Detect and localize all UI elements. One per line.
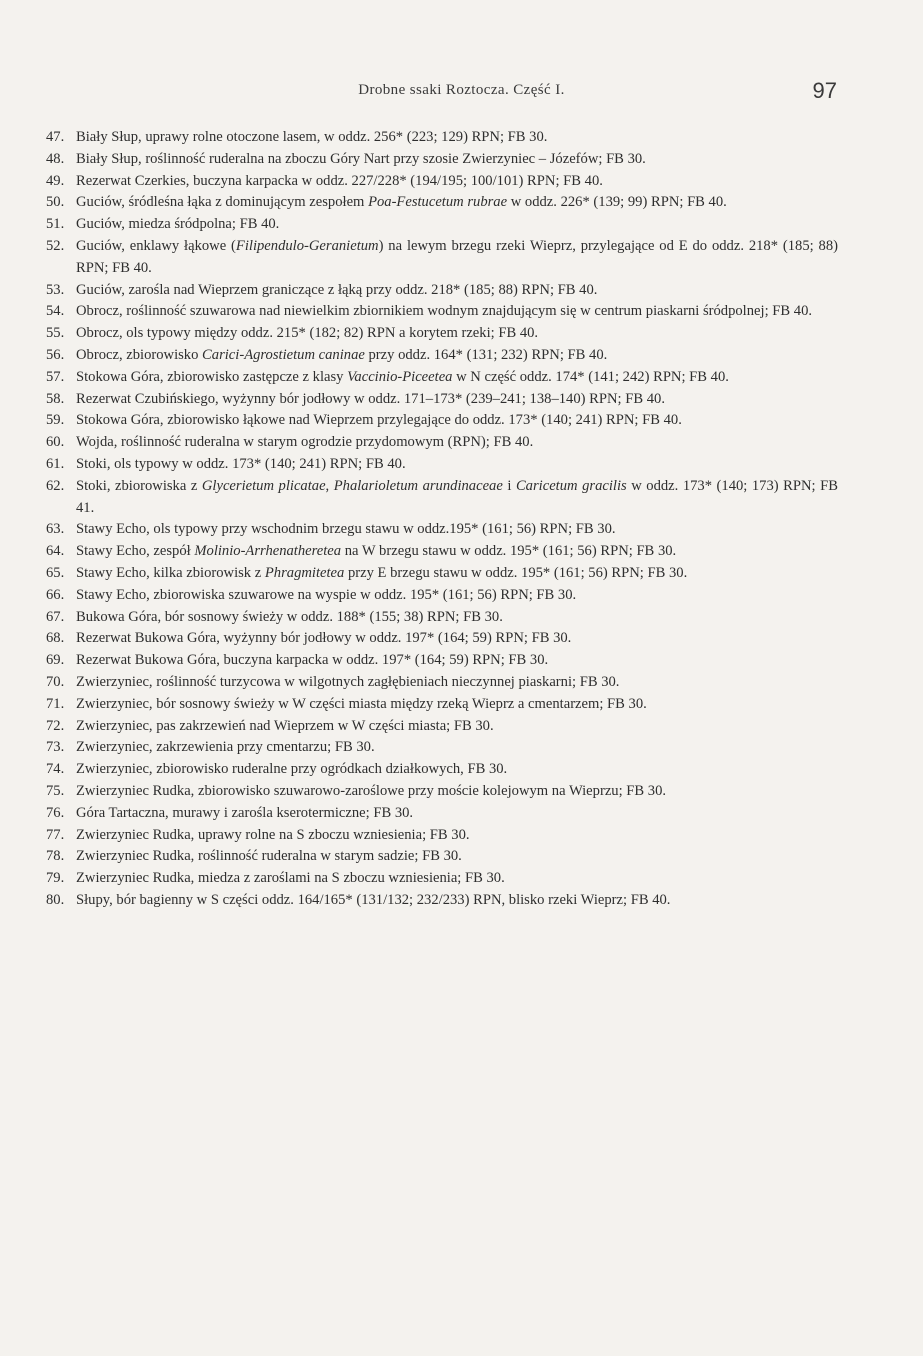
entry-number: 49. — [46, 172, 65, 189]
entry-text — [76, 171, 838, 193]
entry-text — [76, 432, 838, 454]
entry-text — [76, 127, 838, 149]
list-item — [46, 563, 838, 585]
entry-text — [76, 672, 838, 694]
entry-text — [76, 846, 838, 868]
entry-text-fragment: Biały Słup, uprawy rolne otoczone lasem, w oddz. 256* (223; 129) RPN; FB 30. — [76, 129, 548, 145]
list-item — [46, 628, 838, 650]
entry-text-fragment: Góra Tartaczna, murawy i zarośla kserotermiczne; FB 30. — [76, 804, 414, 821]
entry-number: 64. — [46, 543, 65, 560]
list-item — [46, 694, 838, 716]
list-item — [46, 519, 838, 541]
list-item — [46, 389, 838, 411]
entry-number: 79. — [46, 870, 65, 887]
entry-text — [76, 868, 838, 890]
list-item — [46, 236, 838, 280]
entry-text-fragment: Słupy, bór bagienny w S części oddz. 164/165* (131/132; 232/233) RPN, blisko rzeki Wieprz; FB 40. — [76, 891, 671, 908]
entry-number: 75. — [46, 782, 65, 799]
list-item — [46, 890, 838, 912]
entry-number: 77. — [46, 826, 65, 843]
taxon-name: Poa-Festucetum rubrae — [368, 194, 508, 211]
entry-text-fragment: Obrocz, roślinność szuwarowa nad niewielkim zbiornikiem wodnym znajdującym się w centrum piaskarni śródpolnej; FB 40. — [76, 303, 813, 320]
entry-number: 63. — [46, 521, 65, 538]
entry-number: 52. — [46, 237, 65, 254]
list-item — [46, 149, 838, 171]
list-item — [46, 759, 838, 781]
entry-number: 76. — [46, 804, 65, 821]
list-item — [46, 650, 838, 672]
list-item — [46, 476, 838, 520]
entry-text — [76, 628, 838, 650]
entry-text-fragment: Zwierzyniec, bór sosnowy świeży w W części miasta między rzeką Wieprz a cmentarzem; FB 30. — [76, 695, 647, 712]
list-item — [46, 432, 838, 454]
entry-text-fragment: Zwierzyniec, zbiorowisko ruderalne przy ogródkach działkowych, FB 30. — [76, 761, 508, 778]
entry-number: 54. — [46, 303, 65, 320]
entry-text-fragment: Stokowa Góra, zbiorowisko zastępcze z klasy — [76, 368, 348, 385]
entry-text-fragment: Zwierzyniec Rudka, zbiorowisko szuwarowo-zaroślowe przy moście kolejowym na Wieprzu; FB 30. — [76, 782, 667, 799]
entry-text-fragment: na W brzegu stawu w oddz. 195* (161; 56) RPN; FB 30. — [341, 543, 677, 560]
list-item — [46, 825, 838, 847]
entry-number: 69. — [46, 652, 65, 669]
list-item — [46, 127, 838, 149]
entry-text-fragment: Zwierzyniec, zakrzewienia przy cmentarzu; FB 30. — [76, 739, 375, 756]
entry-text — [76, 323, 838, 345]
entry-text-fragment: ) na lewym brzegu rzeki Wieprz, przylegające od E do oddz. 218* (185; 88) RPN; FB 40. — [76, 237, 838, 276]
entry-text-fragment: Zwierzyniec, roślinność turzycowa w wilgotnych zagłębieniach nieczynnej piaskarni; FB 30. — [76, 673, 620, 690]
entry-text-fragment: Stawy Echo, zbiorowiska szuwarowe na wyspie w oddz. 195* (161; 56) RPN; FB 30. — [76, 586, 577, 603]
entry-text — [76, 541, 838, 563]
entry-text-fragment: Stawy Echo, ols typowy przy wschodnim brzegu stawu w oddz.195* (161; 56) RPN; FB 30. — [76, 521, 616, 538]
entry-text — [76, 410, 838, 432]
entry-text — [76, 781, 838, 803]
entry-number: 74. — [46, 761, 65, 778]
list-item — [46, 345, 838, 367]
taxon-name: Phragmitetea — [264, 564, 345, 581]
entry-text — [76, 890, 838, 912]
entry-text — [76, 563, 838, 585]
entry-number: 67. — [46, 608, 65, 625]
entry-text-fragment: Stawy Echo, kilka zbiorowisk z — [76, 564, 265, 581]
entry-text — [76, 236, 838, 280]
entry-text — [76, 759, 838, 781]
entry-number: 68. — [46, 630, 65, 647]
entry-text-fragment: Zwierzyniec, pas zakrzewień nad Wieprzem w W części miasta; FB 30. — [76, 717, 494, 734]
entry-text-fragment: Bukowa Góra, bór sosnowy świeży w oddz. 188* (155; 38) RPN; FB 30. — [76, 608, 503, 625]
taxon-name: Carici-Agrostietum caninae — [202, 346, 365, 363]
list-item — [46, 192, 838, 214]
list-item — [46, 672, 838, 694]
entry-text — [76, 519, 838, 541]
taxon-name: Glycerietum plicatae — [201, 477, 326, 494]
entry-number: 65. — [46, 564, 65, 581]
list-item — [46, 541, 838, 563]
list-item — [46, 214, 838, 236]
entry-text-fragment: Rezerwat Bukowa Góra, wyżynny bór jodłowy w oddz. 197* (164; 59) RPN; FB 30. — [76, 630, 572, 647]
entry-number: 51. — [46, 216, 65, 233]
entry-text-fragment: Zwierzyniec Rudka, miedza z zaroślami na S zboczu wzniesienia; FB 30. — [76, 870, 505, 887]
entry-text-fragment: Guciów, enklawy łąkowe ( — [76, 237, 236, 254]
list-item — [46, 781, 838, 803]
entry-number: 72. — [46, 717, 65, 734]
taxon-name: Caricetum gracilis — [515, 477, 627, 494]
entry-number: 57. — [46, 368, 65, 385]
entry-text-fragment: w oddz. 173* (140; 173) RPN; FB 41. — [76, 477, 838, 516]
entry-number: 56. — [46, 346, 65, 363]
entry-text — [76, 345, 838, 367]
list-item — [46, 585, 838, 607]
entry-text-fragment: Obrocz, zbiorowisko — [76, 346, 203, 363]
entry-text — [76, 825, 838, 847]
entry-text-fragment: przy oddz. 164* (131; 232) RPN; FB 40. — [364, 346, 608, 363]
entry-text — [76, 607, 838, 629]
entry-text-fragment: Zwierzyniec Rudka, roślinność ruderalna w starym sadzie; FB 30. — [76, 848, 462, 865]
taxon-name: Phalarioletum arundinaceae — [333, 477, 503, 494]
entry-text-fragment: w oddz. 226* (139; 99) RPN; FB 40. — [507, 194, 727, 211]
entry-text-fragment: Guciów, zarośla nad Wieprzem graniczące z łąką przy oddz. 218* (185; 88) RPN; FB 40. — [76, 281, 598, 298]
taxon-name: Vaccinio-Piceetea — [347, 368, 453, 385]
list-item — [46, 301, 838, 323]
list-item — [46, 280, 838, 302]
entry-number: 47. — [46, 129, 65, 145]
list-item — [46, 716, 838, 738]
entry-number: 48. — [46, 150, 65, 167]
entry-number: 60. — [46, 434, 65, 451]
entry-text — [76, 367, 838, 389]
running-header — [0, 78, 923, 108]
entry-text-fragment: i — [502, 477, 516, 494]
entry-text-fragment: Rezerwat Bukowa Góra, buczyna karpacka w oddz. 197* (164; 59) RPN; FB 30. — [76, 652, 549, 669]
entry-text — [76, 301, 838, 323]
entry-number: 66. — [46, 586, 65, 603]
entry-number: 70. — [46, 673, 65, 690]
entry-text-fragment: Guciów, miedza śródpolna; FB 40. — [76, 216, 280, 233]
entry-text — [76, 476, 838, 520]
list-item — [46, 868, 838, 890]
entry-text-fragment: Obrocz, ols typowy między oddz. 215* (182; 82) RPN a korytem rzeki; FB 40. — [76, 325, 539, 342]
entry-text-fragment: Stawy Echo, zespół — [76, 543, 195, 560]
list-item — [46, 846, 838, 868]
entry-text — [76, 454, 838, 476]
entry-text — [76, 803, 838, 825]
entry-number: 58. — [46, 390, 65, 407]
entry-text-fragment: Zwierzyniec Rudka, uprawy rolne na S zboczu wzniesienia; FB 30. — [76, 826, 470, 843]
entry-text-fragment: Stoki, zbiorowiska z — [76, 477, 202, 494]
entry-text — [76, 192, 838, 214]
entry-text-fragment: Stoki, ols typowy w oddz. 173* (140; 241) RPN; FB 40. — [76, 455, 406, 472]
entry-text-fragment: Stokowa Góra, zbiorowisko łąkowe nad Wieprzem przylegające do oddz. 173* (140; 241) RPN; FB 40. — [76, 412, 682, 429]
list-item — [46, 803, 838, 825]
entry-text-fragment: Guciów, śródleśna łąka z dominującym zespołem — [76, 194, 369, 211]
entry-text — [76, 280, 838, 302]
entry-text-fragment: Rezerwat Czubińskiego, wyżynny bór jodłowy w oddz. 171–173* (239–241; 138–140) RPN; FB 40. — [76, 390, 665, 407]
entry-text — [76, 585, 838, 607]
entry-text-fragment: , — [325, 477, 334, 494]
entry-text-fragment: w N część oddz. 174* (141; 242) RPN; FB 40. — [452, 368, 729, 385]
entry-number: 80. — [46, 891, 65, 908]
entry-text — [76, 737, 838, 759]
list-item — [46, 323, 838, 345]
entry-number: 73. — [46, 739, 65, 756]
list-item — [46, 607, 838, 629]
entry-text — [76, 149, 838, 171]
entry-text-fragment: Biały Słup, roślinność ruderalna na zboczu Góry Nart przy szosie Zwierzyniec – Józefów; FB 30. — [76, 150, 646, 167]
running-title: Drobne ssaki Roztocza. Część I. — [358, 82, 565, 98]
list-item — [46, 171, 838, 193]
list-item — [46, 367, 838, 389]
list-item — [46, 737, 838, 759]
entry-text — [76, 694, 838, 716]
entry-number: 59. — [46, 412, 65, 429]
taxon-name: Filipendulo-Geranietum — [235, 237, 379, 254]
entry-number: 62. — [46, 477, 65, 494]
entry-number: 53. — [46, 281, 65, 298]
list-item — [46, 410, 838, 432]
entry-number: 71. — [46, 695, 65, 712]
list-item — [46, 454, 838, 476]
entry-number: 78. — [46, 848, 65, 865]
entry-number: 61. — [46, 455, 65, 472]
entry-text — [76, 716, 838, 738]
taxon-name: Molinio-Arrhenatheretea — [194, 543, 342, 560]
entry-number: 55. — [46, 325, 65, 342]
page-number: 97 — [812, 78, 837, 103]
entry-text-fragment: przy E brzegu stawu w oddz. 195* (161; 56) RPN; FB 30. — [344, 564, 688, 581]
entry-text — [76, 214, 838, 236]
entry-number: 50. — [46, 194, 65, 211]
entry-text — [76, 389, 838, 411]
site-list — [46, 127, 838, 912]
entry-text-fragment: Rezerwat Czerkies, buczyna karpacka w oddz. 227/228* (194/195; 100/101) RPN; FB 40. — [76, 172, 603, 189]
entry-text — [76, 650, 838, 672]
entry-text-fragment: Wojda, roślinność ruderalna w starym ogrodzie przydomowym (RPN); FB 40. — [76, 434, 534, 451]
